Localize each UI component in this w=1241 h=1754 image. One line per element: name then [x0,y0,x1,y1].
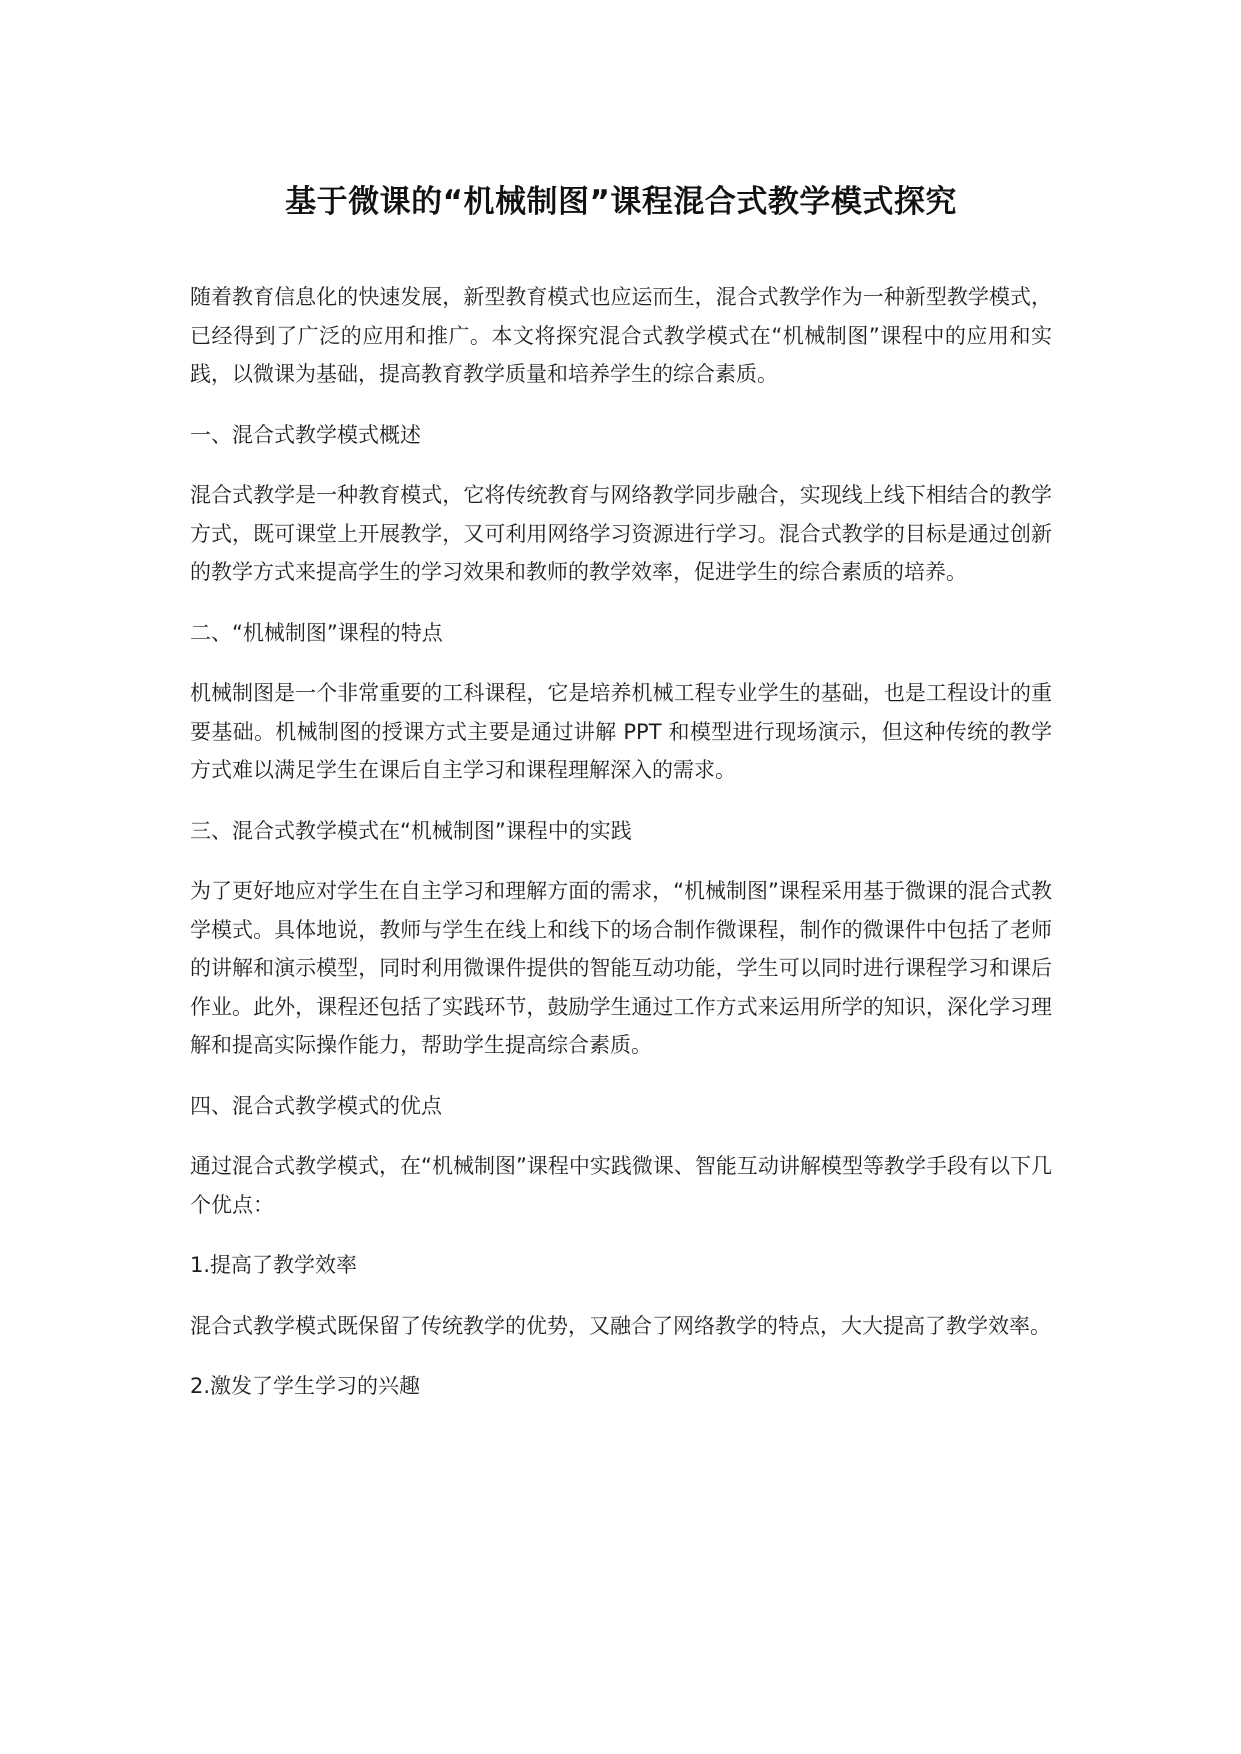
intro-paragraph: 随着教育信息化的快速发展，新型教育模式也应运而生，混合式教学作为一种新型教学模式，已经得到了广泛的应用和推广。本文将探究混合式教学模式在“机械制图”课程中的应用和实践，以微课为基础，提高教育教学质量和培养学生的综合素质。 [190,285,1052,386]
advantages-paragraph: 通过混合式教学模式，在“机械制图”课程中实践微课、智能互动讲解模型等教学手段有以下几个优点： [190,1154,1052,1217]
subheading-interest: 2.激发了学生学习的兴趣 [190,1374,421,1398]
section-heading-overview: 一、混合式教学模式概述 [190,422,421,447]
document-body [190,176,1052,1428]
section-heading-advantages: 四、混合式教学模式的优点 [190,1093,442,1118]
practice-paragraph: 为了更好地应对学生在自主学习和理解方面的需求，“机械制图”课程采用基于微课的混合式教学模式。具体地说，教师与学生在线上和线下的场合制作微课程，制作的微课件中包括了老师的讲解和演示模型，同时利用微课件提供的智能互动功能，学生可以同时进行课程学习和课后作业。此外，课程还包括了实践环节，鼓励学生通过工作方式来运用所学的知识，深化学习理解和提高实际操作能力，帮助学生提高综合素质。 [190,879,1052,1057]
overview-paragraph: 混合式教学是一种教育模式，它将传统教育与网络教学同步融合，实现线上线下相结合的教学方式，既可课堂上开展教学，又可利用网络学习资源进行学习。混合式教学的目标是通过创新的教学方式来提高学生的学习效果和教师的教学效率，促进学生的综合素质的培养。 [190,483,1052,584]
document-title: 基于微课的“机械制图”课程混合式教学模式探究 [285,184,957,220]
section-heading-practice: 三、混合式教学模式在“机械制图”课程中的实践 [190,818,632,843]
section-heading-course-features: 二、“机械制图”课程的特点 [190,620,443,645]
course-features-paragraph: 机械制图是一个非常重要的工科课程，它是培养机械工程专业学生的基础，也是工程设计的重要基础。机械制图的授课方式主要是通过讲解 PPT 和模型进行现场演示，但这种传统的教学方式难以满足学生在课后自主学习和课程理解深入的需求。 [190,681,1052,782]
subheading-efficiency: 1.提高了教学效率 [190,1253,358,1277]
efficiency-paragraph: 混合式教学模式既保留了传统教学的优势，又融合了网络教学的特点，大大提高了教学效率。 [190,1313,1051,1338]
